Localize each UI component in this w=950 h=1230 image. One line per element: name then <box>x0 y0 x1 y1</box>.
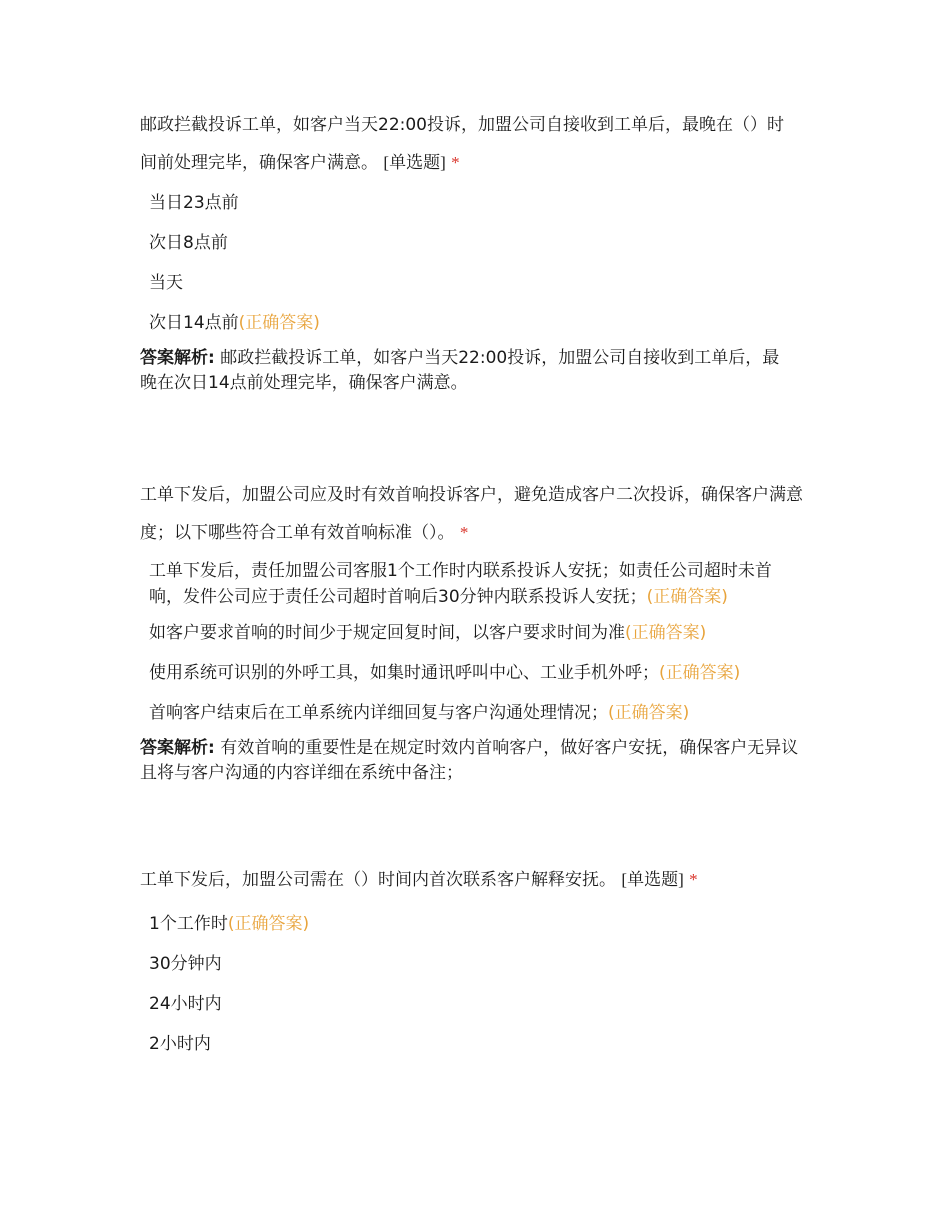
question-1-option-3[interactable] <box>149 270 809 296</box>
option-label: 工单下发后，责任加盟公司客服1个工作时内联系投诉人安抚；如责任公司超时未首响，发件公司应于责任公司超时首响后30分钟内联系投诉人安抚； <box>149 561 772 607</box>
question-1 <box>140 106 816 396</box>
option-label: 如客户要求首响的时间少于规定回复时间，以客户要求时间为准 <box>149 623 625 643</box>
question-3-type: [单选题] <box>621 870 684 889</box>
correct-answer-mark: (正确答案) <box>625 623 707 643</box>
question-1-option-2[interactable] <box>149 230 809 256</box>
question-2-option-2[interactable] <box>149 620 809 646</box>
question-1-type: [单选题] <box>383 153 446 172</box>
analysis-label: 答案解析: <box>140 738 215 758</box>
correct-answer-mark: (正确答案) <box>238 313 320 333</box>
question-3-text <box>140 861 816 899</box>
correct-answer-mark: (正确答案) <box>227 914 310 934</box>
question-1-required-mark: * <box>451 153 460 172</box>
question-1-analysis <box>140 346 790 396</box>
correct-answer-mark: (正确答案) <box>659 663 741 683</box>
question-3-stem: 工单下发后，加盟公司需在（）时间内首次联系客户解释安抚。 <box>140 870 616 890</box>
question-2-stem: 工单下发后，加盟公司应及时有效首响投诉客户，避免造成客户二次投诉，确保客户满意度；以下哪些符合工单有效首响标准（）。 <box>140 485 803 543</box>
question-3-option-3[interactable] <box>149 991 809 1017</box>
option-label: 30分钟内 <box>149 954 222 974</box>
correct-answer-mark: (正确答案) <box>608 703 690 723</box>
question-2 <box>140 476 816 786</box>
question-2-required-mark: * <box>459 523 469 542</box>
option-label: 当日23点前 <box>149 193 239 213</box>
option-label: 当天 <box>149 273 183 293</box>
question-3-required-mark: * <box>689 870 698 889</box>
option-label: 1个工作时 <box>149 914 228 934</box>
question-2-option-1[interactable] <box>149 558 804 610</box>
analysis-text: 有效首响的重要性是在规定时效内首响客户，做好客户安抚，确保客户无异议且将与客户沟通的内容详细在系统中备注； <box>140 738 799 783</box>
question-3 <box>140 861 816 1057</box>
question-1-stem: 邮政拦截投诉工单，如客户当天22:00投诉，加盟公司自接收到工单后，最晚在（）时间前处理完毕，确保客户满意。 <box>140 115 784 173</box>
option-label: 首响客户结束后在工单系统内详细回复与客户沟通处理情况； <box>149 703 608 723</box>
question-2-option-3[interactable] <box>149 660 809 686</box>
option-label: 使用系统可识别的外呼工具，如集时通讯呼叫中心、工业手机外呼； <box>149 663 659 683</box>
question-1-option-1[interactable] <box>149 190 809 216</box>
question-1-text <box>140 106 790 182</box>
analysis-label: 答案解析: <box>140 348 215 368</box>
analysis-text: 邮政拦截投诉工单，如客户当天22:00投诉，加盟公司自接收到工单后，最晚在次日14点前处理完毕，确保客户满意。 <box>140 348 780 393</box>
question-2-option-4[interactable] <box>149 700 809 726</box>
question-3-option-1[interactable] <box>149 911 809 937</box>
option-label: 24小时内 <box>149 994 222 1014</box>
correct-answer-mark: (正确答案) <box>646 587 728 607</box>
question-2-analysis <box>140 736 812 786</box>
option-label: 次日8点前 <box>149 233 228 253</box>
question-2-text <box>140 476 812 552</box>
question-3-option-4[interactable] <box>149 1031 809 1057</box>
option-label: 2小时内 <box>149 1034 211 1054</box>
question-1-option-4[interactable] <box>149 310 809 336</box>
question-3-option-2[interactable] <box>149 951 809 977</box>
option-label: 次日14点前 <box>149 313 239 333</box>
